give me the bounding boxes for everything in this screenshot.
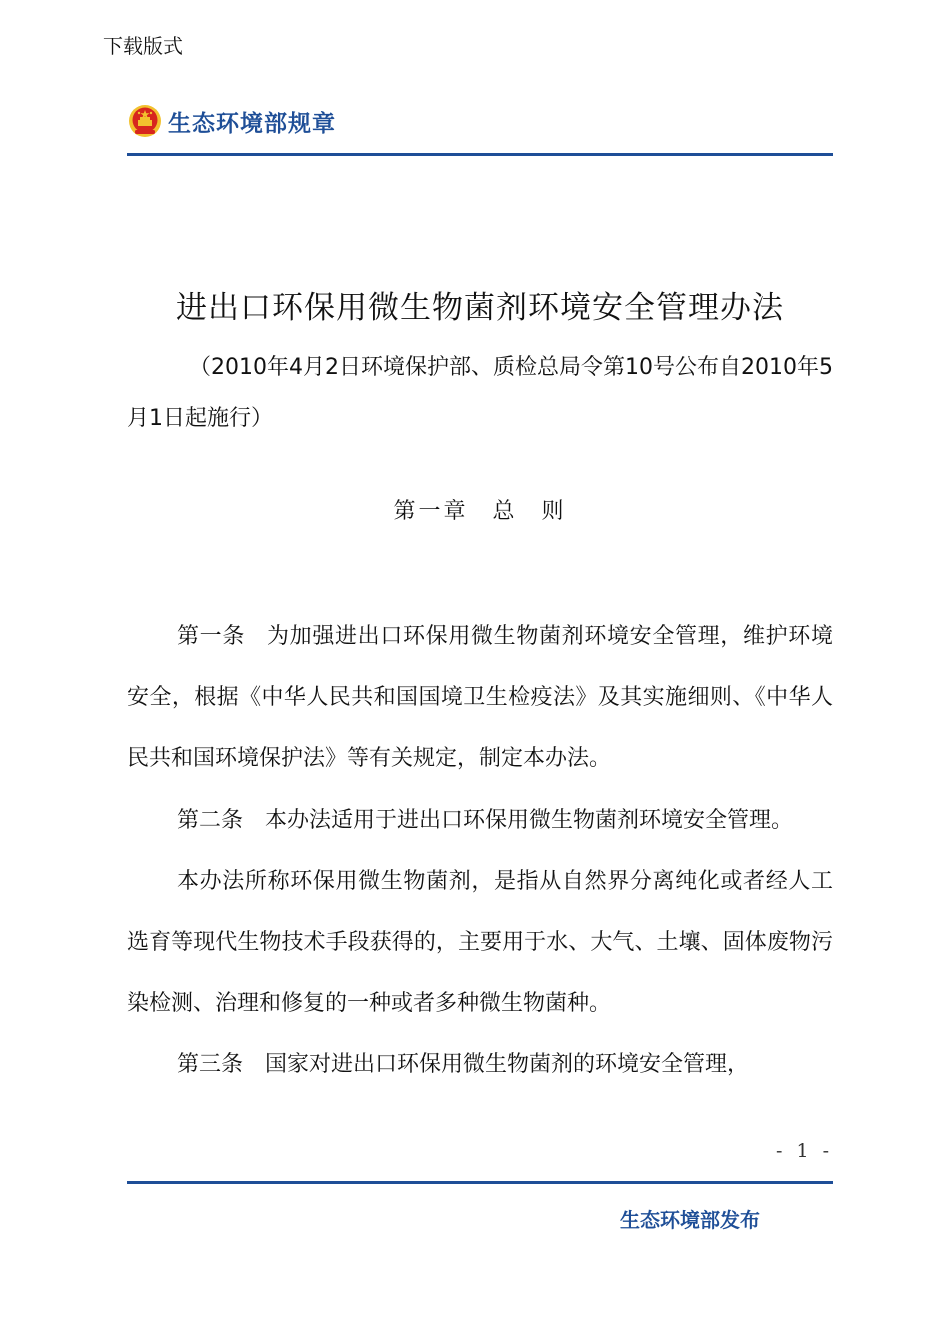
footer-divider [127, 1181, 833, 1184]
article-label: 第二条 [177, 807, 244, 833]
header-title: 生态环境部规章 [168, 110, 336, 137]
article-label: 第一条 [177, 624, 245, 649]
document-subtitle [127, 342, 833, 444]
paragraph-article-1 [127, 606, 833, 790]
footer-publisher: 生态环境部发布 [620, 1208, 760, 1232]
paragraph-article-3 [127, 1034, 833, 1095]
page-number: - 1 - [775, 1140, 833, 1162]
chapter-heading: 第一章 总 则 [393, 499, 567, 524]
subtitle-text: （2010年4月2日环境保护部、质检总局令第10号公布自2010年5月1日起施行） [127, 355, 833, 431]
paragraph-text: 本办法所称环保用微生物菌剂，是指从自然界分离纯化或者经人工选育等现代生物技术手段获得的，主要用于水、大气、土壤、固体废物污染检测、治理和修复的一种或者多种微生物菌种。 [127, 868, 833, 1017]
article-label: 第三条 [177, 1052, 244, 1078]
paragraph-article-2 [127, 790, 833, 851]
paragraph-text: 为加强进出口环保用微生物菌剂环境安全管理，维护环境安全，根据《中华人民共和国国境卫生检疫法》及其实施细则、《中华人民共和国环境保护法》等有关规定，制定本办法。 [127, 624, 833, 772]
document-title: 进出口环保用微生物菌剂环境安全管理办法 [176, 290, 784, 326]
paragraph-text: 本办法适用于进出口环保用微生物菌剂环境安全管理。 [265, 807, 794, 833]
header-divider [127, 153, 833, 156]
national-emblem-icon [128, 104, 162, 138]
download-format-link[interactable]: 下载版式 [103, 34, 183, 58]
paragraph-text: 国家对进出口环保用微生物菌剂的环境安全管理， [265, 1052, 750, 1078]
document-header [128, 101, 336, 141]
paragraph-definition [127, 851, 833, 1035]
document-body [127, 606, 833, 1096]
